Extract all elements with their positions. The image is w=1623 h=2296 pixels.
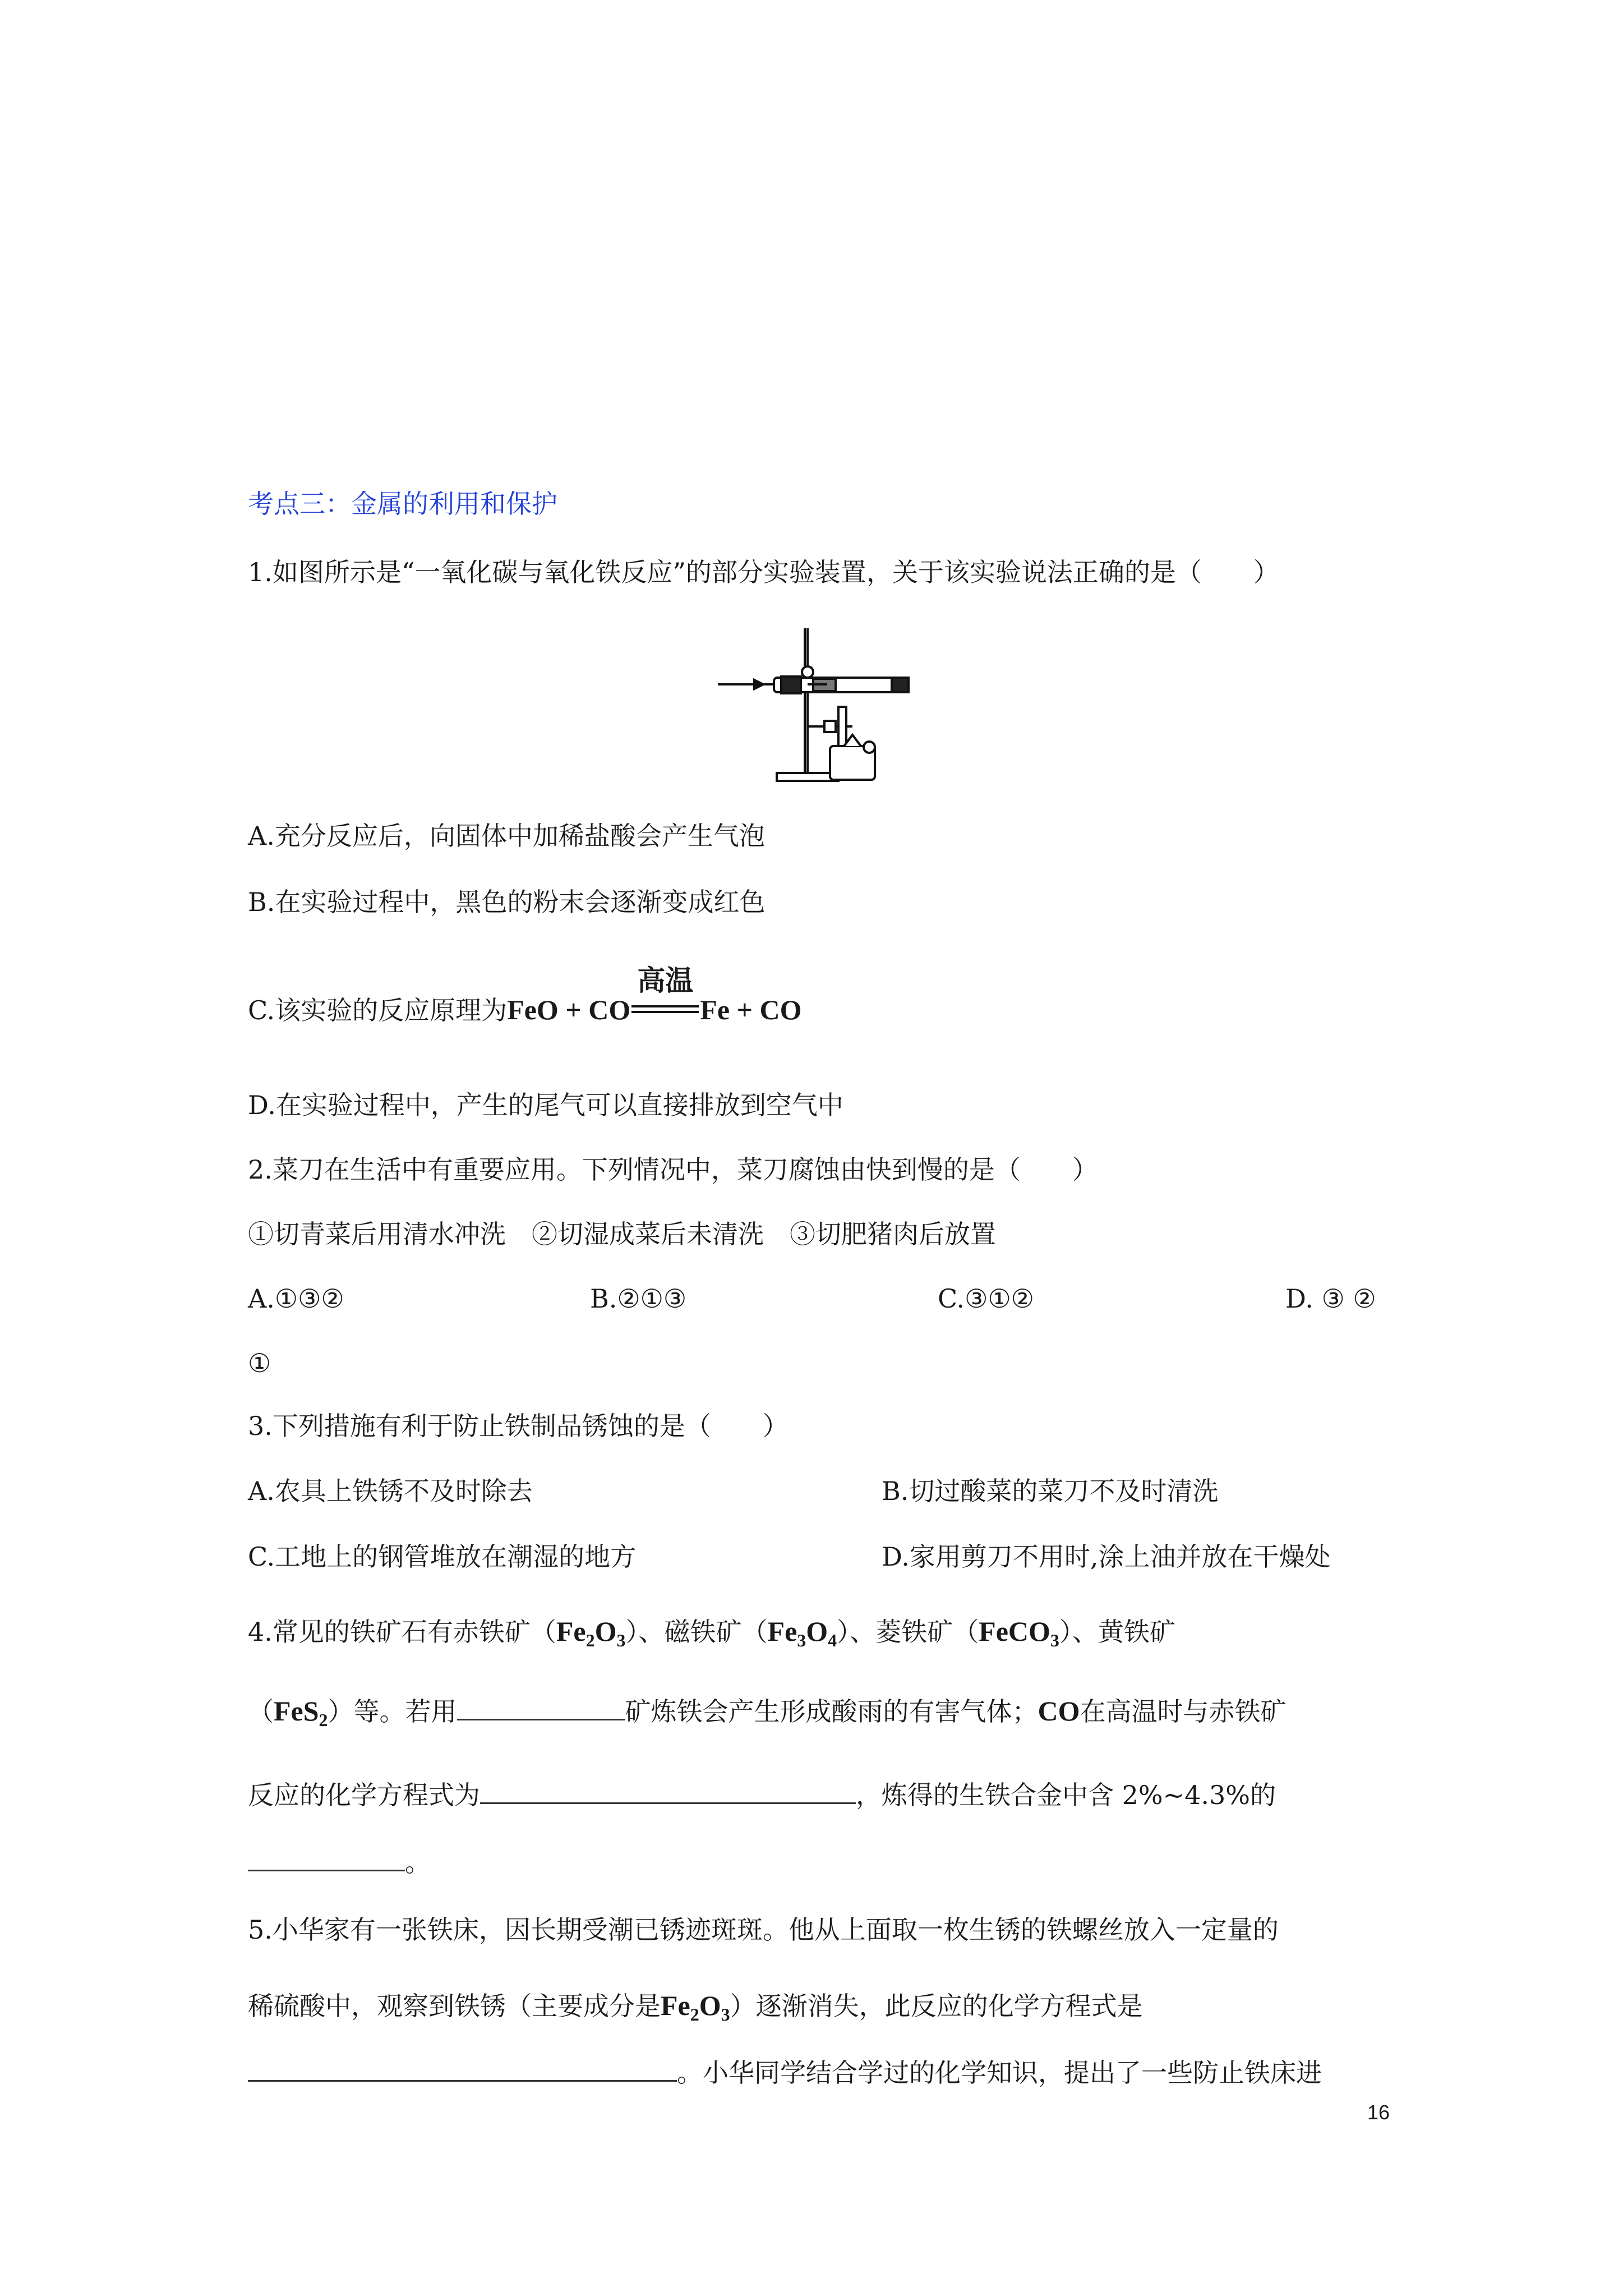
q4-line-3 [248,1778,1393,1812]
q1-option-c [248,964,1393,1027]
formula-fe2o3: $Fe_2O_3$ [661,1990,730,2024]
q5-text: 。小华同学结合学过的化学知识，提出了一些防止铁床进 [677,2058,1322,2088]
answer-blank-2[interactable] [480,1780,856,1804]
equation-right: Fe + CO [700,994,802,1025]
q1-stem: 1.如图所示是“一氧化碳与氧化铁反应”的部分实验装置，关于该实验说法正确的是（ ） [248,557,1279,587]
q4-line-4 [248,1846,1393,1879]
section-heading: 考点三：金属的利用和保护 [248,489,557,519]
q4-text: 。 [405,1847,431,1878]
q2-option-d-wrap: ① [248,1348,271,1378]
answer-blank-4[interactable] [248,2058,677,2082]
q4-text: ）、菱铁矿（ [837,1617,979,1647]
q1-option-a: A.充分反应后，向固体中加稀盐酸会产生气泡 [248,821,765,851]
q5-text: ）逐渐消失，此反应的化学方程式是 [730,1991,1143,2021]
q4-text: 反应的化学方程式为 [248,1780,480,1810]
q3-option-a: A.农具上铁锈不及时除去 [248,1476,533,1506]
q5-line-2 [248,1989,1393,2023]
q3-option-b: B.切过酸菜的菜刀不及时清洗 [882,1476,1219,1506]
formula-fes2: FeS$_2$ [274,1695,328,1730]
q4-text: 矿炼铁会产生形成酸雨的有害气体； [625,1696,1038,1727]
q5-line-1: 5.小华家有一张铁床，因长期受潮已锈迹斑斑。他从上面取一枚生锈的铁螺丝放入一定量的 [248,1915,1279,1945]
q4-text: 4.常见的铁矿石有赤铁矿（ [248,1617,556,1647]
alcohol-lamp [830,735,875,780]
q2-option-d: D. ③ ② [1285,1283,1376,1314]
q2-conditions: ①切青菜后用清水冲洗 ②切湿成菜后未清洗 ③切肥猪肉后放置 [248,1219,996,1249]
q4-text: ）、磁铁矿（ [625,1617,768,1647]
page-number: 16 [1367,2101,1390,2124]
formula-feco3: FeCO$_3$ [979,1616,1059,1650]
q3-option-d: D.家用剪刀不用时,涂上油并放在干燥处 [882,1542,1331,1572]
answer-blank-3[interactable] [248,1847,405,1871]
equation-left: FeO + CO [507,994,631,1025]
q4-text: ）、黄铁矿 [1059,1617,1175,1647]
q2-option-c: C.③①② [938,1283,1034,1314]
q4-line-1 [248,1614,1393,1649]
apparatus-figure [715,623,917,791]
q4-text: ，炼得的生铁合金中含 2%~4.3%的 [856,1780,1276,1810]
answer-blank-1[interactable] [457,1696,625,1720]
q3-option-c: C.工地上的钢管堆放在潮湿的地方 [248,1542,637,1572]
q1-option-c-text: C.该实验的反应原理为 [248,995,508,1025]
reaction-tube [774,666,909,693]
q5-line-3 [248,2056,1393,2090]
q1-option-d: D.在实验过程中，产生的尾气可以直接排放到空气中 [248,1090,843,1120]
equation-sign [630,964,700,1027]
q5-text: 稀硫酸中，观察到铁锈（主要成分是 [248,1991,661,2021]
q2-option-b: B.②①③ [590,1283,687,1314]
formula-fe2o3: $Fe_2O_3$ [556,1616,626,1650]
q4-text: （ [248,1696,274,1727]
q4-text: ）等。若用 [328,1696,457,1727]
q2-stem: 2.菜刀在生活中有重要应用。下列情况中，菜刀腐蚀由快到慢的是（ ） [248,1154,1098,1185]
q1-option-b: B.在实验过程中，黑色的粉末会逐渐变成红色 [248,887,766,917]
q4-text: 在高温时与赤铁矿 [1080,1696,1287,1727]
reaction-condition: 高温 [637,964,694,997]
formula-co: CO [1038,1695,1080,1727]
formula-fe3o4: $Fe_3O_4$ [767,1616,837,1650]
q4-line-2 [248,1694,1393,1728]
q2-option-a: A.①③② [248,1283,344,1314]
q3-stem: 3.下列措施有利于防止铁制品锈蚀的是（ ） [248,1411,789,1441]
gas-inlet-arrow [718,680,774,689]
